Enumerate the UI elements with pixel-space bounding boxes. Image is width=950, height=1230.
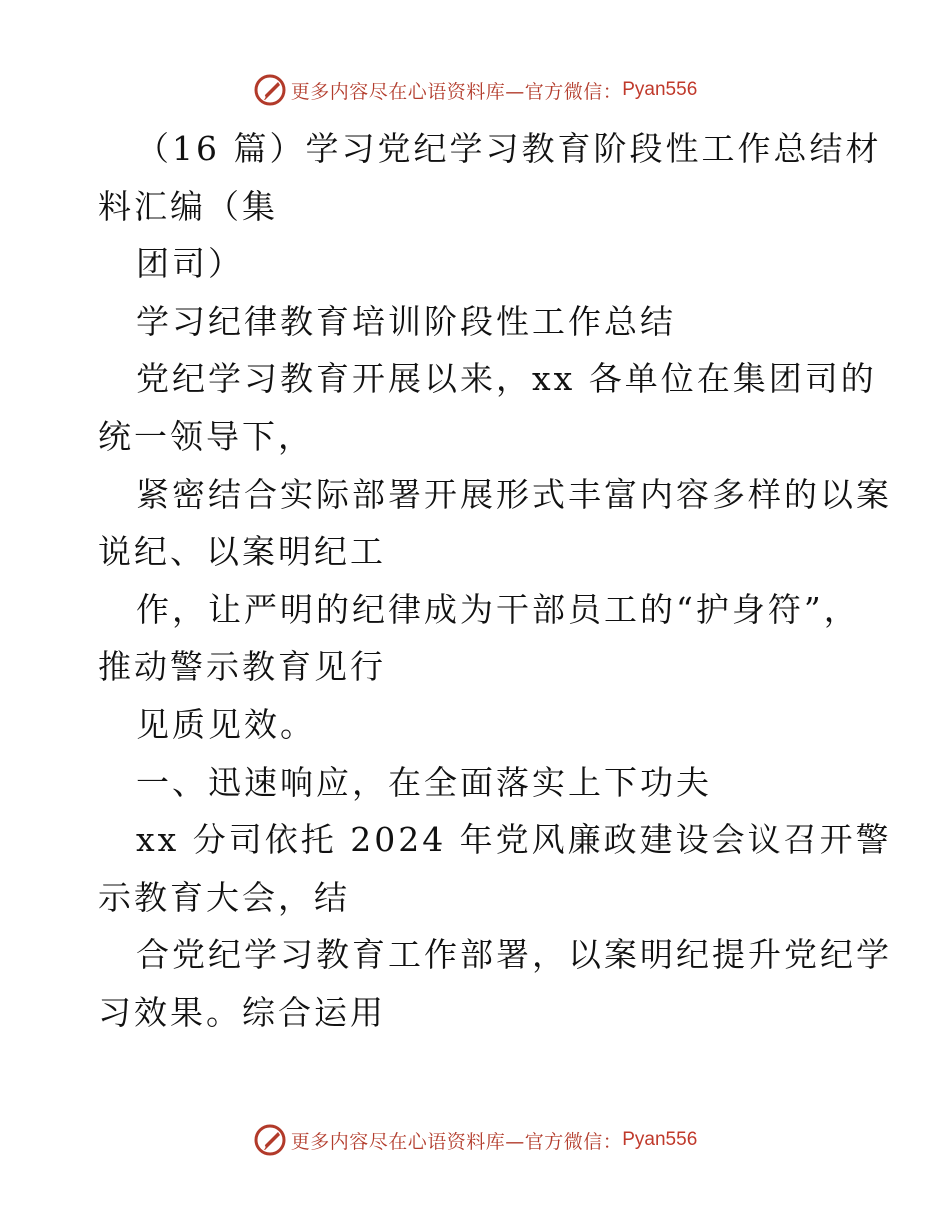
text-line-4: 学习纪律教育培训阶段性工作总结 <box>136 301 676 341</box>
text-line-9: 作，让严明的纪律成为干部员工的“护身符”， <box>136 589 860 629</box>
quill-logo-icon <box>253 73 287 107</box>
text-line-11: 见质见效。 <box>136 704 316 744</box>
text-line-1: （16 篇）学习党纪学习教育阶段性工作总结材 <box>136 129 882 168</box>
text-line-15: 合党纪学习教育工作部署，以案明纪提升党纪学 <box>136 935 892 975</box>
watermark-handle: Pyan556 <box>622 79 698 100</box>
watermark-text: 更多内容尽在心语资料库—官方微信： <box>290 1130 623 1153</box>
text-line-3: 团司） <box>136 244 244 284</box>
text-line-5: 党纪学习教育开展以来，xx 各单位在集团司的 <box>136 359 877 399</box>
text-line-2: 料汇编（集 <box>98 186 278 226</box>
text-line-6: 统一领导下， <box>98 416 314 456</box>
text-line-10: 推动警示教育见行 <box>98 647 386 687</box>
text-line-8: 说纪、以案明纪工 <box>98 532 386 572</box>
footer-watermark <box>0 1120 950 1160</box>
text-line-14: 示教育大会，结 <box>98 877 350 917</box>
header-watermark <box>0 70 950 110</box>
watermark-handle: Pyan556 <box>622 1129 698 1150</box>
watermark-text: 更多内容尽在心语资料库—官方微信： <box>290 80 623 103</box>
text-line-16: 习效果。综合运用 <box>98 992 386 1032</box>
quill-logo-icon <box>253 1123 287 1157</box>
section-heading: 一、迅速响应，在全面落实上下功夫 <box>136 762 712 802</box>
text-line-7: 紧密结合实际部署开展形式丰富内容多样的以案 <box>136 474 892 514</box>
document-body <box>98 120 892 1042</box>
text-line-13: xx 分司依托 2024 年党风廉政建设会议召开警 <box>136 820 892 860</box>
